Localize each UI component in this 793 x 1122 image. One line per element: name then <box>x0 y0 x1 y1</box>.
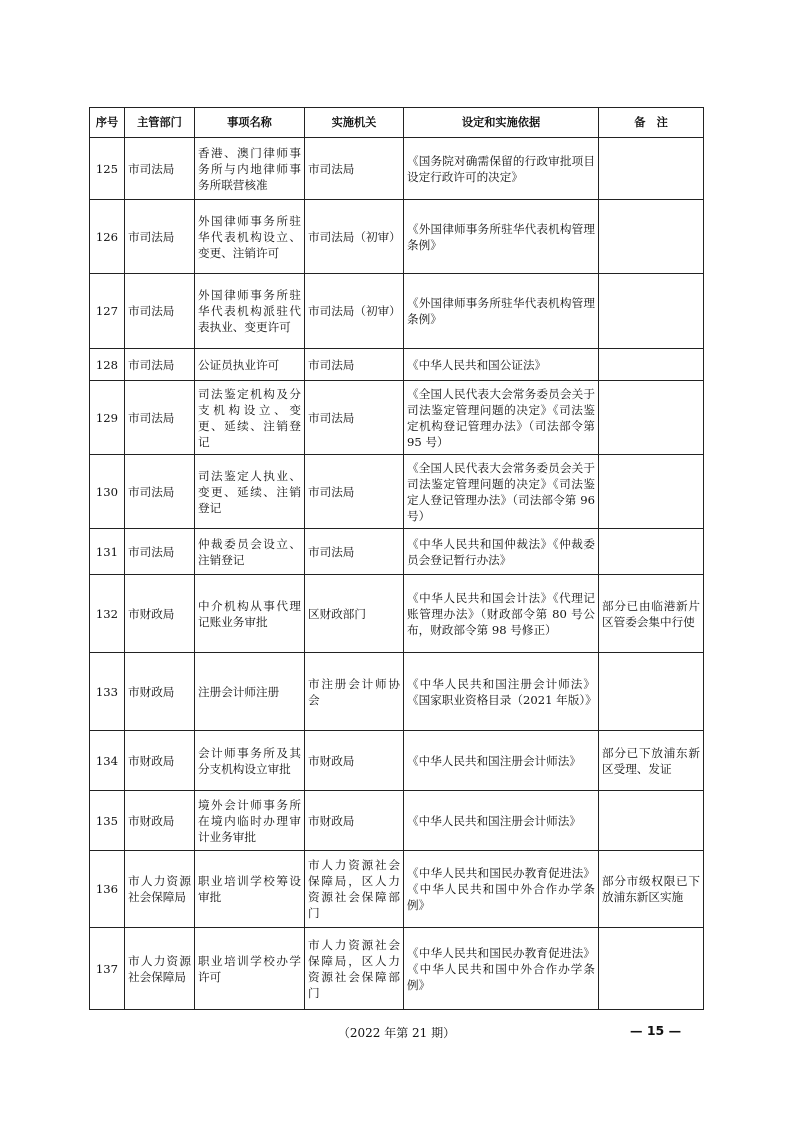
cell-department: 市司法局 <box>125 529 195 575</box>
cell-department: 市财政局 <box>125 731 195 791</box>
table-header-row <box>90 108 704 138</box>
cell-serial-no: 130 <box>90 455 125 529</box>
cell-legal-basis: 《中华人民共和国民办教育促进法》《中华人民共和国中外合作办学条例》 <box>404 928 599 1010</box>
table-row <box>90 274 704 349</box>
page-number: — 15 — <box>630 1023 682 1038</box>
table-row <box>90 200 704 274</box>
cell-implementing-agency: 市司法局 <box>305 381 404 455</box>
cell-implementing-agency: 区财政部门 <box>305 575 404 653</box>
cell-legal-basis: 《全国人民代表大会常务委员会关于司法鉴定管理问题的决定》《司法鉴定机构登记管理办法》（司法部令第 95 号） <box>404 381 599 455</box>
cell-implementing-agency: 市司法局（初审） <box>305 200 404 274</box>
cell-serial-no: 131 <box>90 529 125 575</box>
cell-remarks <box>599 274 704 349</box>
cell-department: 市司法局 <box>125 349 195 381</box>
cell-serial-no: 129 <box>90 381 125 455</box>
cell-department: 市人力资源社会保障局 <box>125 928 195 1010</box>
cell-implementing-agency: 市人力资源社会保障局，区人力资源社会保障部门 <box>305 928 404 1010</box>
table-row <box>90 138 704 200</box>
cell-legal-basis: 《中华人民共和国注册会计师法》 <box>404 731 599 791</box>
table-row <box>90 529 704 575</box>
table-row <box>90 349 704 381</box>
cell-department: 市司法局 <box>125 200 195 274</box>
cell-serial-no: 126 <box>90 200 125 274</box>
cell-legal-basis: 《中华人民共和国公证法》 <box>404 349 599 381</box>
cell-item-name: 境外会计师事务所在境内临时办理审计业务审批 <box>195 791 305 851</box>
cell-implementing-agency: 市财政局 <box>305 731 404 791</box>
cell-department: 市司法局 <box>125 274 195 349</box>
cell-remarks <box>599 138 704 200</box>
cell-serial-no: 134 <box>90 731 125 791</box>
cell-department: 市司法局 <box>125 381 195 455</box>
cell-item-name: 职业培训学校筹设审批 <box>195 851 305 928</box>
cell-remarks <box>599 381 704 455</box>
cell-item-name: 中介机构从事代理记账业务审批 <box>195 575 305 653</box>
header-department: 主管部门 <box>125 108 195 138</box>
cell-remarks <box>599 928 704 1010</box>
cell-legal-basis: 《全国人民代表大会常务委员会关于司法鉴定管理问题的决定》《司法鉴定人登记管理办法》（司法部令第 96 号） <box>404 455 599 529</box>
cell-item-name: 注册会计师注册 <box>195 653 305 731</box>
cell-serial-no: 137 <box>90 928 125 1010</box>
cell-department: 市财政局 <box>125 653 195 731</box>
cell-remarks <box>599 455 704 529</box>
cell-department: 市财政局 <box>125 575 195 653</box>
cell-department: 市司法局 <box>125 455 195 529</box>
table-row <box>90 731 704 791</box>
table-row <box>90 381 704 455</box>
cell-item-name: 仲裁委员会设立、注销登记 <box>195 529 305 575</box>
cell-legal-basis: 《国务院对确需保留的行政审批项目设定行政许可的决定》 <box>404 138 599 200</box>
cell-legal-basis: 《外国律师事务所驻华代表机构管理条例》 <box>404 274 599 349</box>
cell-remarks <box>599 349 704 381</box>
cell-item-name: 外国律师事务所驻华代表机构派驻代表执业、变更许可 <box>195 274 305 349</box>
cell-legal-basis: 《中华人民共和国仲裁法》《仲裁委员会登记暂行办法》 <box>404 529 599 575</box>
header-legal-basis: 设定和实施依据 <box>404 108 599 138</box>
cell-legal-basis: 《中华人民共和国会计法》《代理记账管理办法》（财政部令第 80 号公布，财政部令第 98 号修正） <box>404 575 599 653</box>
cell-item-name: 司法鉴定人执业、变更、延续、注销登记 <box>195 455 305 529</box>
cell-item-name: 司法鉴定机构及分支机构设立、变更、延续、注销登记 <box>195 381 305 455</box>
cell-serial-no: 125 <box>90 138 125 200</box>
header-remarks: 备 注 <box>599 108 704 138</box>
cell-implementing-agency: 市司法局 <box>305 349 404 381</box>
table-row <box>90 653 704 731</box>
table-row <box>90 928 704 1010</box>
issue-number: （2022 年第 21 期） <box>337 1026 456 1040</box>
cell-implementing-agency: 市注册会计师协会 <box>305 653 404 731</box>
cell-legal-basis: 《中华人民共和国注册会计师法》 <box>404 791 599 851</box>
cell-serial-no: 132 <box>90 575 125 653</box>
cell-remarks <box>599 653 704 731</box>
table-row <box>90 851 704 928</box>
cell-implementing-agency: 市司法局 <box>305 529 404 575</box>
cell-legal-basis: 《中华人民共和国注册会计师法》《国家职业资格目录（2021 年版）》 <box>404 653 599 731</box>
cell-legal-basis: 《外国律师事务所驻华代表机构管理条例》 <box>404 200 599 274</box>
approval-items-table <box>89 107 704 1010</box>
cell-remarks: 部分市级权限已下放浦东新区实施 <box>599 851 704 928</box>
cell-serial-no: 128 <box>90 349 125 381</box>
cell-implementing-agency: 市财政局 <box>305 791 404 851</box>
cell-department: 市司法局 <box>125 138 195 200</box>
cell-implementing-agency: 市司法局 <box>305 138 404 200</box>
cell-item-name: 外国律师事务所驻华代表机构设立、变更、注销许可 <box>195 200 305 274</box>
cell-item-name: 香港、澳门律师事务所与内地律师事务所联营核准 <box>195 138 305 200</box>
cell-item-name: 会计师事务所及其分支机构设立审批 <box>195 731 305 791</box>
cell-item-name: 公证员执业许可 <box>195 349 305 381</box>
cell-remarks <box>599 791 704 851</box>
cell-serial-no: 133 <box>90 653 125 731</box>
header-implementing-agency: 实施机关 <box>305 108 404 138</box>
cell-serial-no: 136 <box>90 851 125 928</box>
cell-department: 市人力资源社会保障局 <box>125 851 195 928</box>
table-row <box>90 455 704 529</box>
cell-remarks: 部分已由临港新片区管委会集中行使 <box>599 575 704 653</box>
cell-implementing-agency: 市司法局 <box>305 455 404 529</box>
cell-remarks: 部分已下放浦东新区受理、发证 <box>599 731 704 791</box>
cell-department: 市财政局 <box>125 791 195 851</box>
cell-remarks <box>599 200 704 274</box>
table-row <box>90 791 704 851</box>
cell-implementing-agency: 市人力资源社会保障局，区人力资源社会保障部门 <box>305 851 404 928</box>
cell-serial-no: 127 <box>90 274 125 349</box>
table-row <box>90 575 704 653</box>
cell-item-name: 职业培训学校办学许可 <box>195 928 305 1010</box>
cell-serial-no: 135 <box>90 791 125 851</box>
header-item-name: 事项名称 <box>195 108 305 138</box>
cell-remarks <box>599 529 704 575</box>
cell-implementing-agency: 市司法局（初审） <box>305 274 404 349</box>
header-serial-no: 序号 <box>90 108 125 138</box>
cell-legal-basis: 《中华人民共和国民办教育促进法》《中华人民共和国中外合作办学条例》 <box>404 851 599 928</box>
